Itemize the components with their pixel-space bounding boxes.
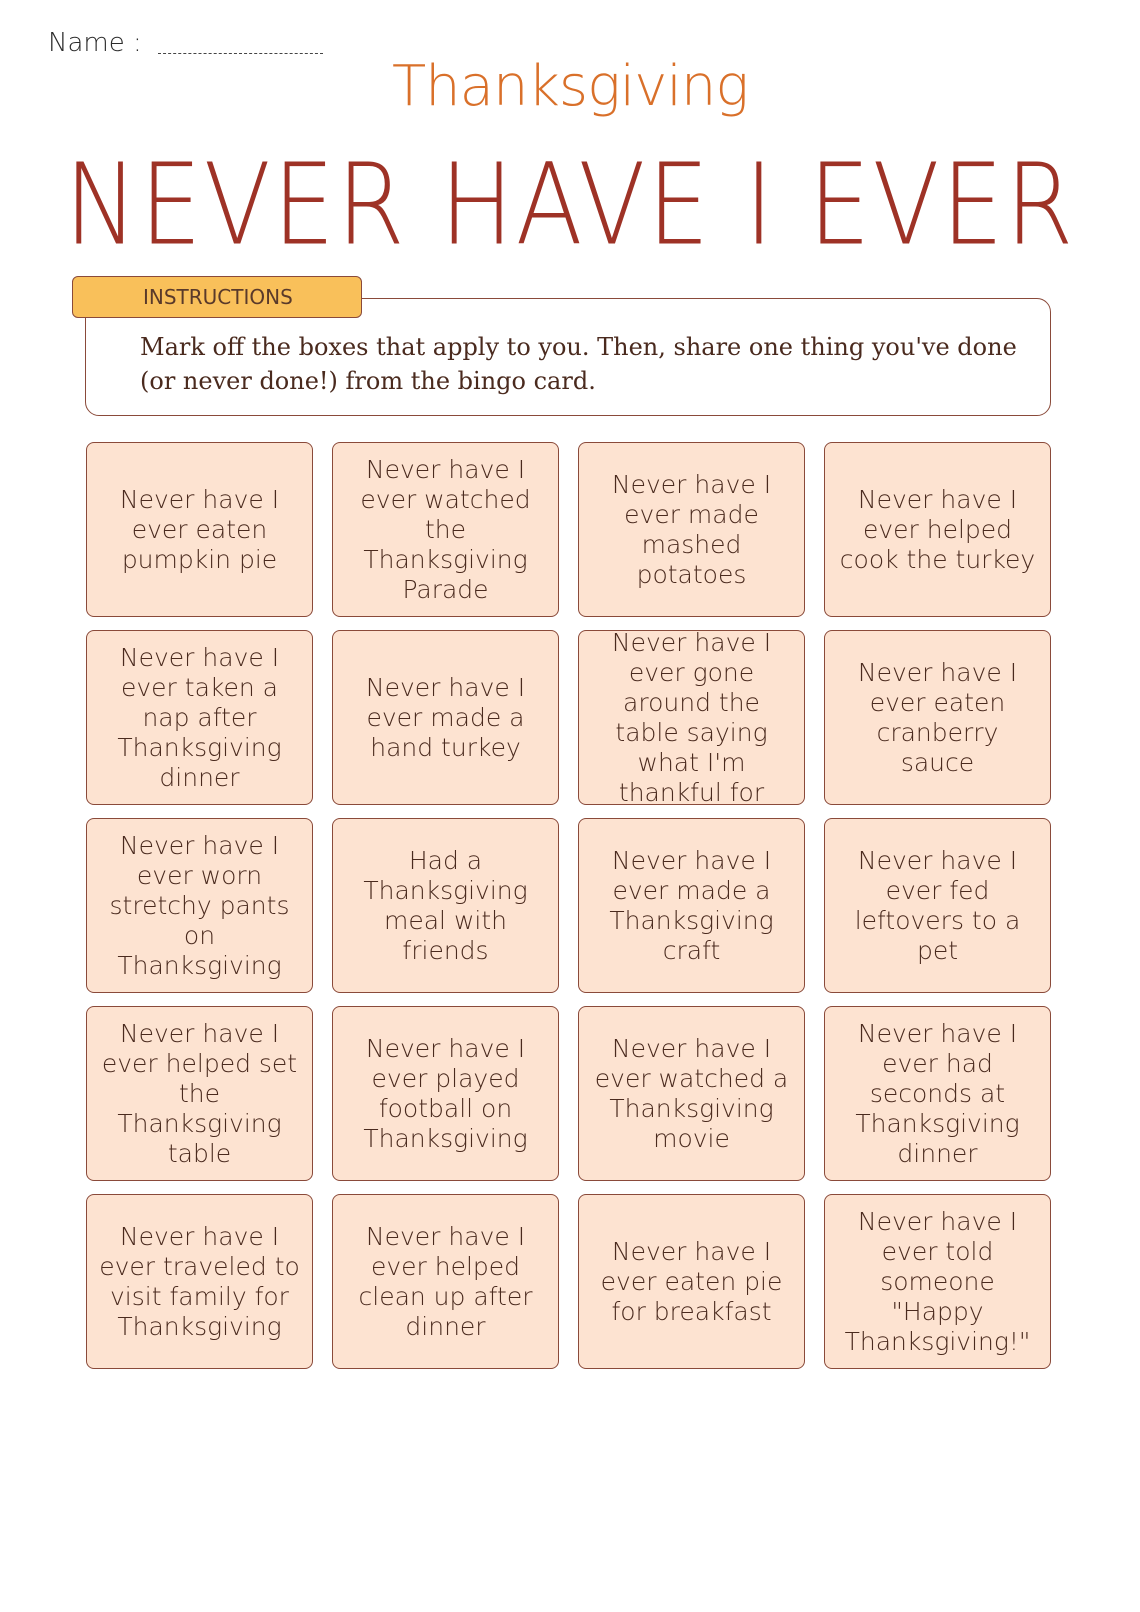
bingo-cell-text: Never have I ever eaten cranberry sauce xyxy=(857,657,1018,777)
bingo-cell-text: Never have I ever helped cook the turkey xyxy=(839,484,1036,574)
bingo-cell[interactable] xyxy=(824,1006,1051,1181)
bingo-cell-text: Never have I ever made mashed potatoes xyxy=(611,469,772,589)
bingo-cell-text: Never have I ever made a Thanksgiving craft xyxy=(609,845,774,965)
bingo-cell[interactable] xyxy=(86,818,313,993)
bingo-cell-text: Never have I ever worn stretchy pants on Thanksgiving xyxy=(109,830,290,980)
bingo-cell[interactable] xyxy=(332,1194,559,1369)
instructions-tab: INSTRUCTIONS xyxy=(72,276,362,318)
bingo-cell-text: Never have I ever watched a Thanksgiving movie xyxy=(594,1033,789,1153)
bingo-cell[interactable] xyxy=(578,818,805,993)
bingo-cell[interactable] xyxy=(332,630,559,805)
page-subtitle: Thanksgiving xyxy=(391,54,749,119)
page-title: NEVER HAVE I EVER xyxy=(64,140,1076,272)
bingo-cell-text: Never have I ever taken a nap after Thanksgiving dinner xyxy=(117,642,282,792)
bingo-cell-text: Never have I ever eaten pumpkin pie xyxy=(119,484,280,574)
bingo-cell-text: Never have I ever fed leftovers to a pet xyxy=(854,845,1021,965)
instructions-text: Mark off the boxes that apply to you. Then, share one thing you've done (or never done!) from the bingo card. xyxy=(140,333,1017,395)
name-label: Name : xyxy=(48,28,142,58)
bingo-cell-text: Never have I ever gone around the table saying what I'm thankful for xyxy=(611,627,772,807)
bingo-cell[interactable] xyxy=(86,442,313,617)
bingo-cell-text: Never have I ever played football on Thanksgiving xyxy=(363,1033,528,1153)
bingo-cell-text: Never have I ever watched the Thanksgiving Parade xyxy=(360,454,531,604)
bingo-cell-text: Never have I ever had seconds at Thanksgiving dinner xyxy=(855,1018,1020,1168)
bingo-cell[interactable] xyxy=(332,442,559,617)
bingo-cell-text: Never have I ever made a hand turkey xyxy=(365,672,526,762)
bingo-cell[interactable] xyxy=(332,1006,559,1181)
bingo-cell[interactable] xyxy=(578,627,805,807)
bingo-cell[interactable] xyxy=(86,1006,313,1181)
bingo-cell[interactable] xyxy=(824,818,1051,993)
bingo-cell-text: Never have I ever helped set the Thanksgiving table xyxy=(101,1018,298,1168)
bingo-cell[interactable] xyxy=(332,818,559,993)
bingo-cell-text: Had a Thanksgiving meal with friends xyxy=(363,845,528,965)
bingo-cell[interactable] xyxy=(86,630,313,805)
bingo-cell[interactable] xyxy=(86,1194,313,1369)
bingo-cell[interactable] xyxy=(824,1194,1051,1369)
bingo-cell[interactable] xyxy=(578,1006,805,1181)
bingo-cell[interactable] xyxy=(824,442,1051,617)
bingo-cell-text: Never have I ever traveled to visit family for Thanksgiving xyxy=(99,1221,300,1341)
bingo-cell[interactable] xyxy=(578,442,805,617)
bingo-grid xyxy=(86,442,1051,1369)
bingo-cell-text: Never have I ever helped clean up after dinner xyxy=(358,1221,533,1341)
bingo-cell[interactable] xyxy=(824,630,1051,805)
bingo-cell-text: Never have I ever eaten pie for breakfast xyxy=(600,1236,783,1326)
bingo-cell[interactable] xyxy=(578,1194,805,1369)
bingo-cell-text: Never have I ever told someone "Happy Thanksgiving!" xyxy=(844,1206,1031,1356)
